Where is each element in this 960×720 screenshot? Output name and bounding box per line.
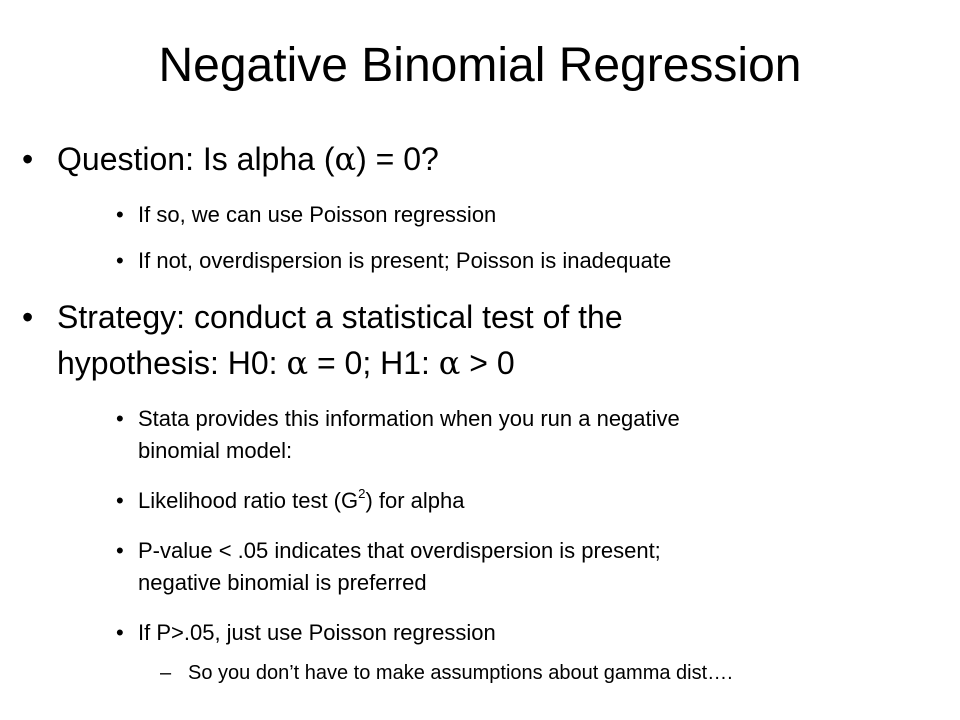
slide-title: Negative Binomial Regression	[158, 39, 802, 92]
alpha-symbol: α	[286, 344, 309, 382]
bullet-dot: •	[22, 141, 34, 177]
alpha-symbol: α	[334, 140, 357, 178]
superscript: 2	[358, 486, 366, 502]
bullet-dot: •	[116, 406, 124, 431]
bullet-dot: •	[116, 202, 124, 227]
question-before: Question: Is alpha (	[57, 141, 335, 177]
bullet-dot: •	[116, 488, 124, 513]
strategy-line-1: Strategy: conduct a statistical test of the	[57, 299, 623, 335]
dash-marker: –	[160, 662, 172, 684]
question-sub-1: If so, we can use Poisson regression	[138, 202, 497, 227]
pvalue-line-2: negative binomial is preferred	[138, 570, 427, 595]
hypothesis-mid: = 0; H1:	[308, 345, 439, 381]
likelihood-text	[138, 486, 465, 516]
gamma-text: So you don’t have to make assumptions about gamma dist….	[188, 662, 733, 684]
bullet-dot: •	[22, 299, 34, 335]
hypothesis-end: > 0	[460, 345, 515, 381]
question-text	[57, 140, 439, 178]
question-sub-2: If not, overdispersion is present; Poisson is inadequate	[138, 248, 672, 273]
bullet-dot: •	[116, 538, 124, 563]
stata-line-1: Stata provides this information when you run a negative	[138, 406, 680, 431]
bullet-dot: •	[116, 248, 124, 273]
bullet-dot: •	[116, 620, 124, 645]
alpha-symbol: α	[438, 344, 461, 382]
likelihood-after: ) for alpha	[365, 488, 465, 513]
likelihood-before: Likelihood ratio test (G	[138, 488, 359, 513]
strategy-line-2	[57, 344, 515, 382]
hypothesis-label: hypothesis: H0:	[57, 345, 287, 381]
pvalue-line-1: P-value < .05 indicates that overdispersion is present;	[138, 538, 661, 563]
stata-line-2: binomial model:	[138, 438, 293, 463]
ifp-text: If P>.05, just use Poisson regression	[138, 620, 496, 645]
question-after: ) = 0?	[356, 141, 439, 177]
